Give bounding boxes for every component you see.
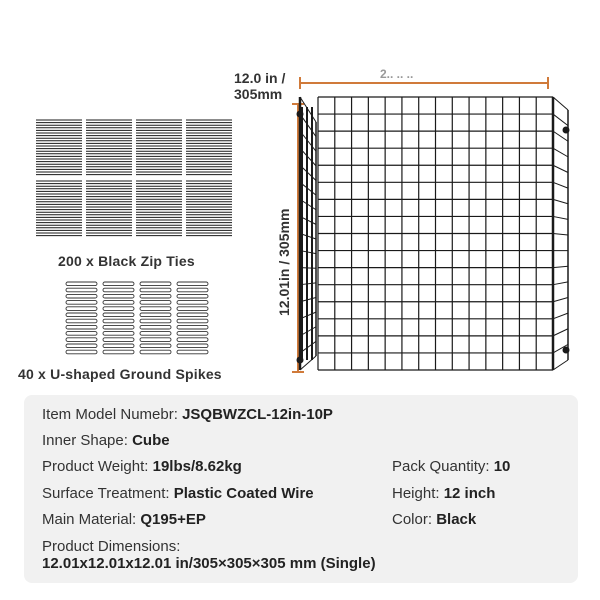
spec-value: Cube xyxy=(132,432,170,449)
wire-cube-image xyxy=(297,97,569,370)
spec-value: 12 inch xyxy=(443,485,496,502)
spec-product-dimensions xyxy=(42,538,376,572)
spec-value: Q195+EP xyxy=(140,511,206,528)
spec-label: Color: xyxy=(392,511,433,528)
spec-value: JSQBWZCL-12in-10P xyxy=(182,406,333,423)
dimension-top-right: 2.. .. .. xyxy=(380,67,414,81)
spec-height xyxy=(392,485,495,502)
spec-surface-treatment xyxy=(42,485,314,502)
spec-main-material xyxy=(42,511,206,528)
spec-panel xyxy=(24,395,578,583)
spec-label: Item Model Numebr: xyxy=(42,406,178,423)
spec-label: Height: xyxy=(392,485,440,502)
spec-label: Surface Treatment: xyxy=(42,485,170,502)
dimension-lines xyxy=(292,77,548,372)
dimension-top-left-in: 12.0 in / xyxy=(234,70,286,86)
spec-product-weight xyxy=(42,458,242,475)
dimension-side-label: 12.01in / 305mm xyxy=(276,208,292,316)
spec-label: Product Weight: xyxy=(42,458,149,475)
spec-value: Black xyxy=(436,511,477,528)
spec-label: Product Dimensions: xyxy=(42,538,181,555)
spec-value: Plastic Coated Wire xyxy=(173,485,314,502)
ground-spikes-image xyxy=(66,282,208,354)
spec-inner-shape xyxy=(42,432,170,449)
spec-label: Main Material: xyxy=(42,511,137,528)
dimension-top-left xyxy=(234,70,285,102)
spec-value: 10 xyxy=(493,458,511,475)
spec-value: 19lbs/8.62kg xyxy=(152,458,242,475)
zip-ties-caption: 200 x Black Zip Ties xyxy=(58,253,195,269)
spec-color xyxy=(392,511,476,528)
ground-spikes-caption: 40 x U-shaped Ground Spikes xyxy=(18,366,222,382)
spec-item-model xyxy=(42,406,333,423)
spec-label: Pack Quantity: xyxy=(392,458,490,475)
spec-value: 12.01x12.01x12.01 in/305×305×305 mm (Single) xyxy=(42,555,376,572)
spec-pack-quantity xyxy=(392,458,510,475)
zip-ties-image xyxy=(36,120,232,236)
spec-label: Inner Shape: xyxy=(42,432,128,449)
dimension-top-left-mm: 305mm xyxy=(234,86,283,102)
